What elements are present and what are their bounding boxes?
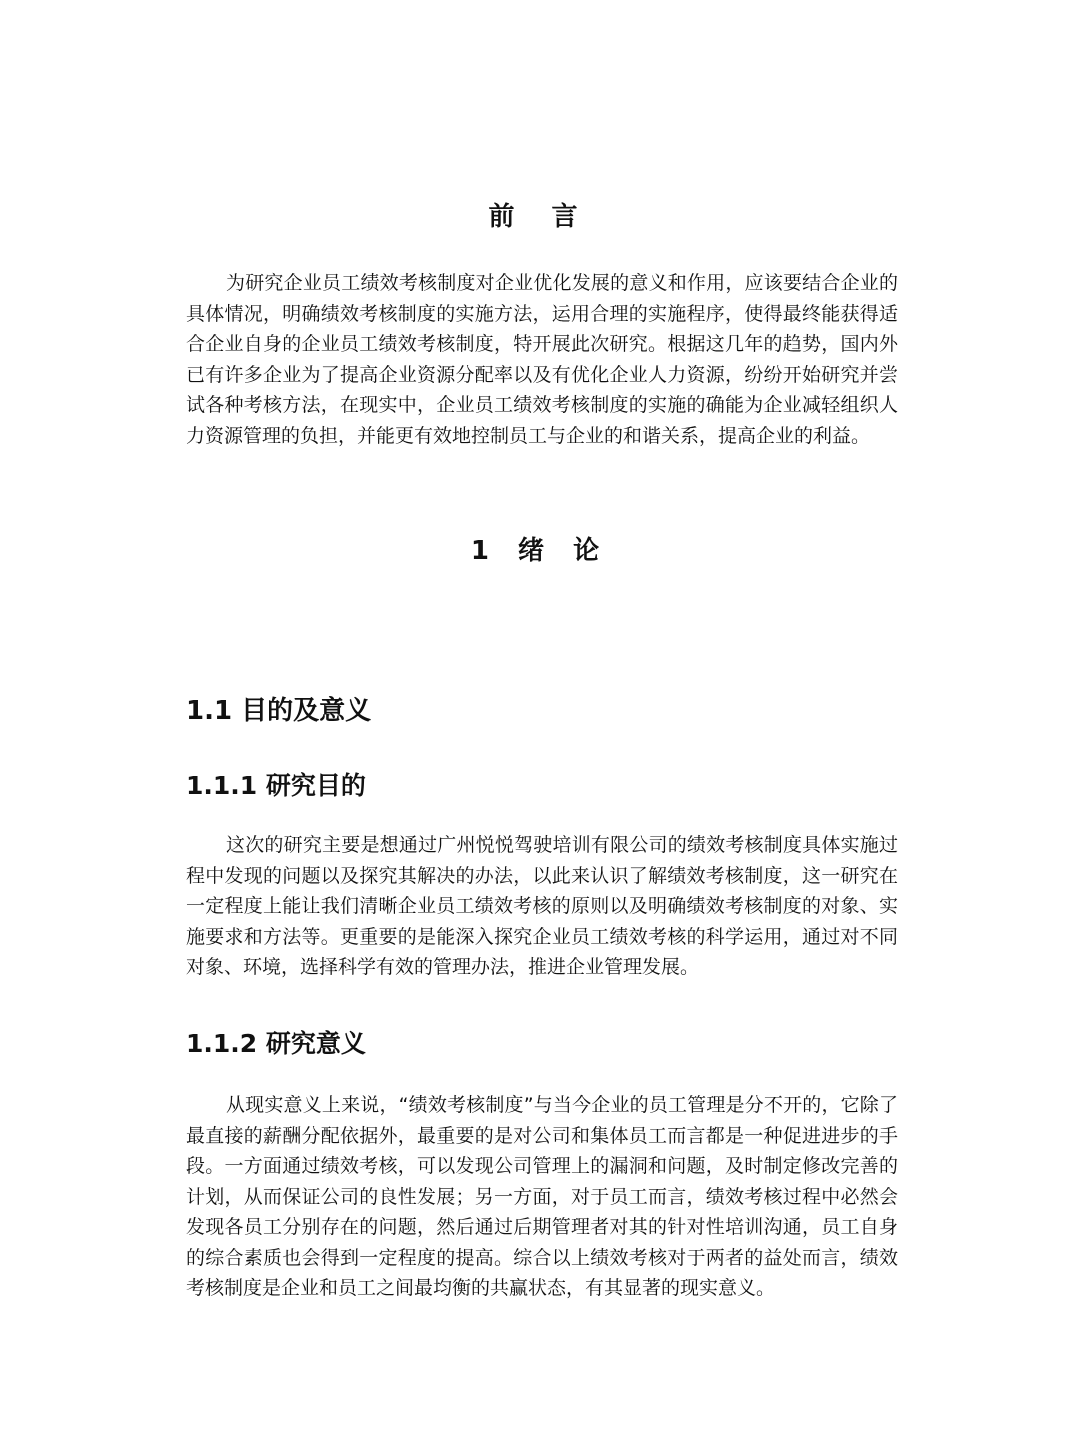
section-1-1-2-paragraph: 从现实意义上来说，“绩效考核制度”与当今企业的员工管理是分不开的，它除了最直接的薪酬分配依据外，最重要的是对公司和集体员工而言都是一种促进进步的手段。一方面通过绩效考核，可以发现公司管理上的漏洞和问题，及时制定修改完善的计划，从而保证公司的良性发展；另一方面，对于员工而言，绩效考核过程中必然会发现各员工分别存在的问题，然后通过后期管理者对其的针对性培训沟通，员工自身的综合素质也会得到一定程度的提高。综合以上绩效考核对于两者的益处而言，绩效考核制度是企业和员工之间最均衡的共赢状态，有其显著的现实意义。 (186, 1094, 898, 1299)
preface-title: 前 言 (488, 202, 592, 232)
chapter-1-title: 1 绪 论 (470, 536, 610, 566)
preface-paragraph: 为研究企业员工绩效考核制度对企业优化发展的意义和作用，应该要结合企业的具体情况，明确绩效考核制度的实施方法，运用合理的实施程序，使得最终能获得适合企业自身的企业员工绩效考核制度，特开展此次研究。根据这几年的趋势，国内外已有许多企业为了提高企业资源分配率以及有优化企业人力资源，纷纷开始研究并尝试各种考核方法，在现实中，企业员工绩效考核制度的实施的确能为企业减轻组织人力资源管理的负担，并能更有效地控制员工与企业的和谐关系，提高企业的利益。 (186, 272, 898, 447)
section-1-1-2-heading: 1.1.2 研究意义 (186, 1029, 366, 1058)
section-1-1-heading: 1.1 目的及意义 (186, 696, 372, 726)
section-1-1-1-heading: 1.1.1 研究目的 (186, 771, 366, 800)
section-1-1-1-paragraph: 这次的研究主要是想通过广州悦悦驾驶培训有限公司的绩效考核制度具体实施过程中发现的问题以及探究其解决的办法，以此来认识了解绩效考核制度，这一研究在一定程度上能让我们清晰企业员工绩效考核的原则以及明确绩效考核制度的对象、实施要求和方法等。更重要的是能深入探究企业员工绩效考核的科学运用，通过对不同对象、环境，选择科学有效的管理办法，推进企业管理发展。 (186, 834, 898, 978)
